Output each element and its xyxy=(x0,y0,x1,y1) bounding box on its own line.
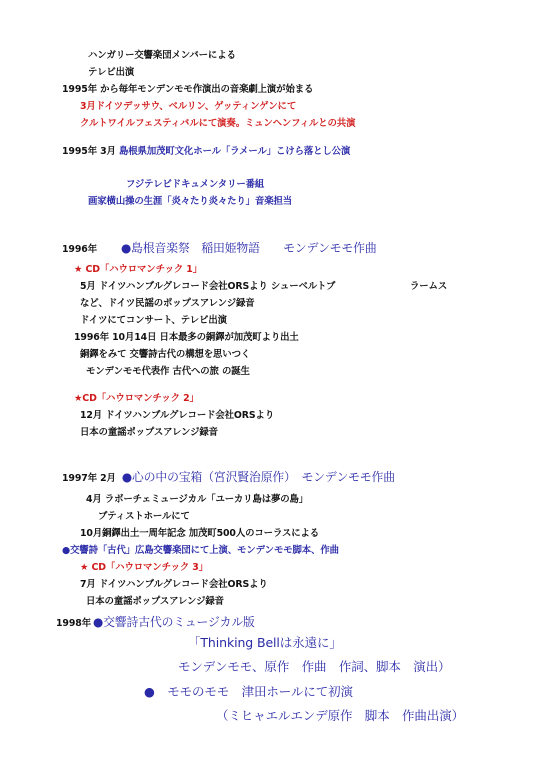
text-line: 1996年 10月14日 日本最多の銅鐸が加茂町より出土 xyxy=(74,332,299,343)
text-line: など、ドイツ民謡のポップスアレンジ録音 xyxy=(80,298,255,309)
text-line xyxy=(62,145,350,159)
event-text: ●島根音楽祭 稲田姫物語 モンデンモモ作曲 xyxy=(120,241,377,255)
event-text: ●心の中の宝箱（宮沢賢治原作） モンデンモモ作曲 xyxy=(121,470,395,484)
text-line: モンデンモモ、原作 作曲 作詞、脚本 演出） xyxy=(178,659,451,674)
text-line: 日本の童謡ポップスアレンジ録音 xyxy=(80,427,218,438)
cd-title: ★ CD「ハウロマンチック 3」 xyxy=(80,562,208,573)
text-line: 1995年 から毎年モンデンモモ作演出の音楽劇上演が始まる xyxy=(62,84,314,95)
text-line: モンデンモモ代表作 古代への旅 の誕生 xyxy=(86,366,250,377)
year-label: 1995年 3月 xyxy=(62,146,119,157)
event-text: 島根県加茂町文化ホール「ラメール」こけら落とし公演 xyxy=(119,146,351,157)
text-line: ラームス xyxy=(410,281,448,292)
text-line: フジテレビドキュメンタリー番組 xyxy=(126,179,265,190)
text-line: ブティストホールにて xyxy=(98,511,190,522)
text-line: クルトワイルフェスティバルにて演奏。ミュンヘンフィルとの共演 xyxy=(80,118,356,129)
text-line: 5月 ドイツハンブルグレコード会社ORSより シューベルトブ xyxy=(80,281,336,292)
text-line: ●交響詩「古代」広島交響楽団にて上演、モンデンモモ脚本、作曲 xyxy=(62,545,339,556)
text-line: 日本の童謡ポップスアレンジ録音 xyxy=(86,596,224,607)
text-line: テレビ出演 xyxy=(88,67,135,78)
text-line: 12月 ドイツハンブルグレコード会社ORSより xyxy=(80,410,275,421)
year-label: 1998年 xyxy=(56,618,91,629)
text-line: 4月 ラボーチェミュージカル「ユーカリ島は夢の島」 xyxy=(86,494,309,505)
text-line: ハンガリー交響楽団メンバーによる xyxy=(88,50,236,61)
text-line xyxy=(56,614,255,631)
text-line: ドイツにてコンサート、テレビ出演 xyxy=(80,315,227,326)
text-line: 7月 ドイツハンブルグレコード会社ORSより xyxy=(80,579,268,590)
text-line: 銅鐸をみて 交響詩古代の構想を思いつく xyxy=(80,349,251,360)
cd-title: ★ CD「ハウロマンチック 1」 xyxy=(74,264,202,275)
text-line: 画家横山操の生涯「炎々たり炎々たり」音楽担当 xyxy=(88,196,293,207)
cd-title: ★CD「ハウロマンチック 2」 xyxy=(74,393,199,404)
text-line: 10月銅鐸出土一周年記念 加茂町500人のコーラスによる xyxy=(80,528,320,539)
year-label: 1997年 2月 xyxy=(62,473,116,484)
text-line: 3月ドイツデッサウ、ベルリン、ゲッティンゲンにて xyxy=(80,101,297,112)
text-line: ● モモのモモ 津田ホールにて初演 xyxy=(144,684,353,699)
text-line xyxy=(62,469,395,486)
year-label: 1996年 xyxy=(62,244,97,255)
text-line: （ミヒャエルエンデ原作 脚本 作曲出演） xyxy=(216,708,465,723)
text-line xyxy=(62,240,377,257)
text-line: 「Thinking Bellは永遠に」 xyxy=(188,635,342,650)
event-text: ●交響詩古代のミュージカル版 xyxy=(92,615,255,629)
